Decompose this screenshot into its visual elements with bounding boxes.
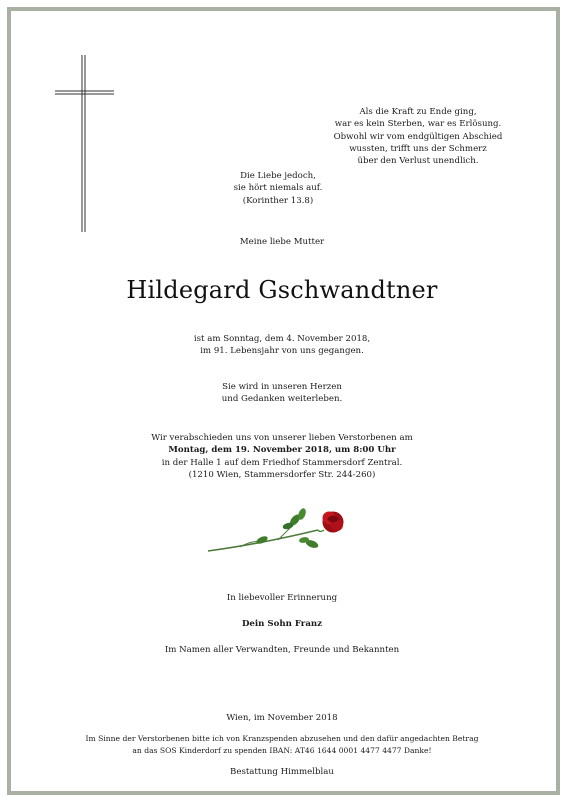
quote-reference: (Korinther 13.8)	[242, 195, 314, 206]
passing-line: im 91. Lebensjahr von uns gegangen.	[200, 346, 364, 357]
funeral-address: (1210 Wien, Stammersdorfer Str. 244-260)	[188, 469, 376, 480]
funeral-details	[112, 432, 452, 481]
remembrance-line: und Gedanken weiterleben.	[221, 394, 343, 405]
remembrance-line: Sie wird in unseren Herzen	[222, 382, 342, 392]
quote-line: Die Liebe jedoch,	[240, 171, 316, 181]
poem-line: war es kein Sterben, war es Erlösung.	[334, 119, 502, 130]
passing-notice	[182, 333, 382, 358]
poem-line: über den Verlust unendlich.	[357, 156, 479, 167]
passing-line: ist am Sonntag, dem 4. November 2018,	[193, 334, 371, 344]
intro-text: Meine liebe Mutter	[239, 237, 325, 247]
donation-line: Im Sinne der Verstorbenen bitte ich von Kranzspenden abzusehen und den dafür angedachten Betrag	[85, 734, 479, 743]
poem-line: Obwohl wir vom endgültigen Abschied	[333, 131, 503, 142]
poem-line: Als die Kraft zu Ende ging,	[359, 107, 477, 117]
funeral-date: Montag, dem 19. November 2018, um 8:00 Uhr	[168, 445, 396, 456]
mourner-name: Dein Sohn Franz	[241, 619, 323, 629]
donation-notice	[62, 733, 502, 756]
donation-line: an das SOS Kinderdorf zu spenden IBAN: AT46 1644 0001 4477 4477 Danke!	[132, 745, 432, 755]
funeral-intro: Wir verabschieden uns von unserer lieben Verstorbenen am	[151, 433, 413, 443]
rose-icon	[200, 500, 360, 560]
relatives-text: Im Namen aller Verwandten, Freunde und Bekannten	[164, 645, 400, 655]
bible-quote	[220, 170, 336, 207]
poem	[330, 106, 506, 167]
remembrance-text	[182, 381, 382, 406]
quote-line: sie hört niemals auf.	[233, 183, 323, 194]
poem-line: wussten, trifft uns der Schmerz	[349, 143, 487, 154]
deceased-name: Hildegard Gschwandtner	[126, 276, 438, 304]
undertaker-name: Bestattung Himmelblau	[230, 767, 334, 777]
memory-text: In liebevoller Erinnerung	[226, 593, 338, 603]
funeral-location: in der Halle 1 auf dem Friedhof Stammersdorf Zentral.	[161, 457, 403, 468]
place-date: Wien, im November 2018	[226, 713, 338, 723]
